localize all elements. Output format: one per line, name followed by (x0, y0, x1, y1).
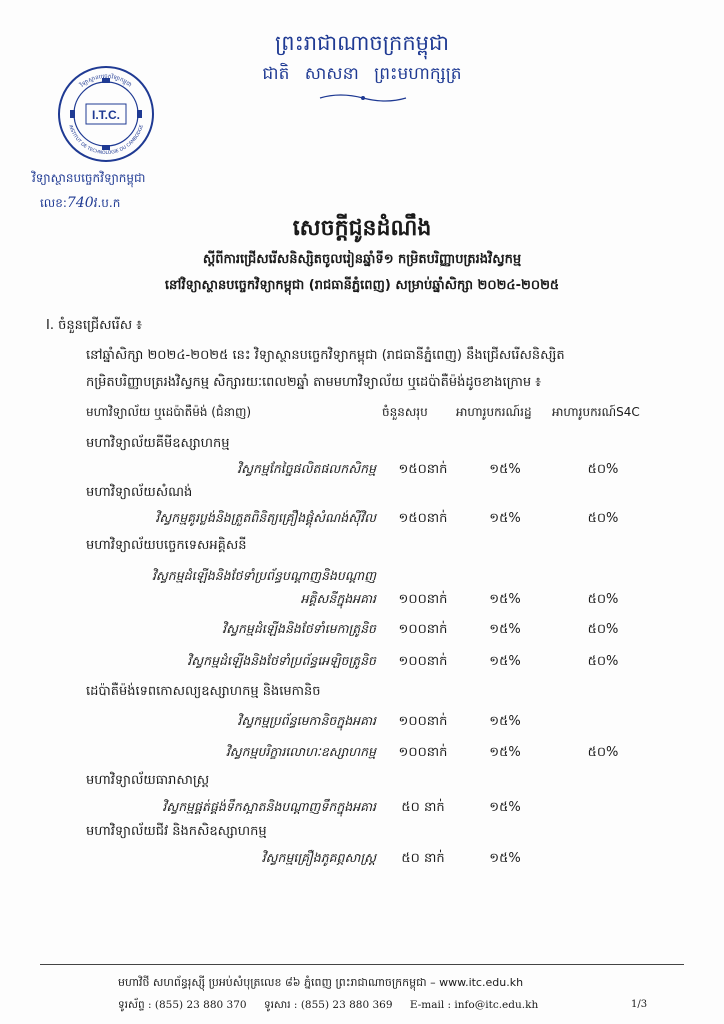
subject-line-2: នៅវិទ្យាស្ថានបច្ចេកវិទ្យាកម្ពុជា (រាជធានីភ្នំពេញ) សម្រាប់ឆ្នាំសិក្សា ២០២៤-២០២៥ (164, 278, 560, 293)
logo-ring-top: វិទ្យាស្ថានបច្ចេកវិទ្យាកម្ពុជា (79, 73, 133, 89)
footer-fax: (855) 23 880 369 (300, 999, 393, 1011)
faculty-name: មហាវិទ្យាល័យជីវ និងកសិឧស្សាហកម្ម (86, 824, 267, 839)
footer-phone: (855) 23 880 370 (154, 999, 247, 1011)
faculty-name: មហាវិទ្យាល័យគីមីឧស្សាហកម្ម (86, 436, 230, 451)
program-s4c: ៥០% (587, 622, 619, 637)
program-name: វិស្វកម្មកែច្នៃផលិតផលកសិកម្ម (237, 461, 376, 476)
program-s4c: ៥០% (587, 511, 619, 526)
faculty-name: ដេប៉ាតឺម៉ង់ទេពកោសល្យឧស្សាហកម្ម និងមេកានិច (86, 684, 321, 699)
footer-email: E-mail : info@itc.edu.kh (409, 999, 539, 1011)
program-name: វិស្វកម្មដំឡើងនិងថែទាំប្រព័ន្ធបណ្ដាញនិងបណ្ដាញ (151, 568, 376, 583)
intro-line-1: នៅឆ្នាំសិក្សា ២០២៤-២០២៥ នេះ វិទ្យាស្ថានបច្ចេកវិទ្យាកម្ពុជា (រាជធានីភ្នំពេញ) នឹងជ្រើសរើសនិស្សិត (86, 348, 565, 363)
header-s4c-scholarship: អាហារូបករណ៍S4C (552, 405, 640, 419)
ref-suffix: វ.ប.ក (93, 196, 121, 210)
page-number: 1/3 (631, 999, 648, 1010)
program-total: ១០០នាក់ (398, 592, 448, 607)
faculty-name: មហាវិទ្យាល័យធារាសាស្ត្រ (86, 773, 210, 788)
program-name: វិស្វកម្មផ្គត់ផ្គង់ទឹកស្អាតនិងបណ្ដាញទឹកក្នុងអគារ (162, 799, 376, 814)
program-name: វិស្វកម្មប្រព័ន្ធមេកានិចក្នុងអគារ (237, 713, 376, 728)
motto-king: ព្រះមហាក្សត្រ (374, 64, 462, 84)
program-total: ៥០ នាក់ (401, 851, 445, 866)
faculty-name: មហាវិទ្យាល័យសំណង់ (86, 485, 193, 500)
section-heading: I. ចំនួនជ្រើសរើស ៖ (46, 318, 142, 333)
program-total: ១០០នាក់ (398, 745, 448, 760)
program-national: ១៥% (489, 851, 521, 866)
program-national: ១៥% (489, 654, 521, 669)
reference-number (40, 195, 120, 213)
motto-religion: សាសនា (304, 64, 359, 84)
program-national: ១៥% (489, 511, 521, 526)
program-name: វិស្វកម្មគូរប្លង់និងត្រួតពិនិត្យគ្រឿងផ្គុំសំណង់ស៊ីវិល (155, 510, 376, 525)
header-faculty: មហាវិទ្យាល័យ ឬដេប៉ាតឺម៉ង់ (ជំនាញ) (86, 405, 252, 419)
header-total: ចំនួនសរុប (382, 405, 428, 419)
program-national: ១៥% (489, 592, 521, 607)
program-national: ១៥% (489, 745, 521, 760)
program-total: ១៥០នាក់ (398, 511, 448, 526)
program-national: ១៥% (489, 714, 521, 729)
intro-line-2: កម្រិតបរិញ្ញាបត្ររងវិស្វកម្ម សិក្សារយៈពេល២ឆ្នាំ តាមមហាវិទ្យាល័យ ឬដេប៉ាតឺម៉ង់ដូចខាងក្រោម ៖ (86, 375, 541, 390)
program-name: វិស្វកម្មដំឡើងនិងថែទាំប្រព័ន្ធអេឡិចត្រូនិច (187, 653, 376, 668)
header-ornament (318, 92, 408, 104)
footer-divider (40, 964, 684, 965)
program-name: វិស្វកម្មបរិក្ខារលោហៈឧស្សាហកម្ម (225, 744, 376, 759)
program-national: ១៥% (489, 462, 521, 477)
itc-logo (56, 64, 156, 164)
kingdom-heading: ព្រះរាជាណាចក្រកម្ពុជា (274, 31, 449, 55)
footer-contacts (118, 999, 538, 1014)
program-total: ១៥០នាក់ (398, 462, 448, 477)
program-national: ១៥% (489, 622, 521, 637)
program-name: វិស្វកម្មដំឡើងនិងថែទាំមេកាត្រូនិច (222, 621, 376, 636)
footer-address: មហាវិថី សហព័ន្ធរុស្ស៊ី ប្រអប់សំបុត្រលេខ ៨៦ ភ្នំពេញ ព្រះរាជាណាចក្រកម្ពុជា – www.itc.edu.kh (118, 976, 524, 989)
program-total: ៥០ នាក់ (401, 800, 445, 815)
program-total: ១០០នាក់ (398, 654, 448, 669)
institution-name: វិទ្យាស្ថានបច្ចេកវិទ្យាកម្ពុជា (32, 171, 146, 185)
footer-fax-label: ទូរសារ : (263, 999, 298, 1011)
faculty-name: មហាវិទ្យាល័យបច្ចេកទេសអគ្គិសនី (86, 538, 247, 553)
program-s4c: ៥០% (587, 462, 619, 477)
program-s4c: ៥០% (587, 745, 619, 760)
ref-number: 740 (66, 195, 94, 211)
motto-nation: ជាតិ (262, 64, 290, 84)
program-national: ១៥% (489, 800, 521, 815)
logo-ring-bottom: INSTITUT DE TECHNOLOGIE DU CAMBODGE (67, 124, 145, 157)
program-name-cont: អគ្គិសនីក្នុងអគារ (300, 591, 376, 606)
logo-text: I.T.C. (91, 108, 121, 122)
program-name: វិស្វកម្មគ្រឿងភូគព្ភសាស្ត្រ (261, 850, 376, 865)
program-s4c: ៥០% (587, 592, 619, 607)
program-total: ១០០នាក់ (398, 714, 448, 729)
program-s4c: ៥០% (587, 654, 619, 669)
ref-prefix: លេខ: (40, 196, 67, 210)
footer-phone-label: ទូរស័ព្ទ : (118, 999, 152, 1011)
subject-line-1: ស្ដីពីការជ្រើសរើសនិស្សិតចូលរៀនឆ្នាំទី១ កម្រិតបរិញ្ញាបត្ររងវិស្វកម្ម (202, 252, 522, 267)
document-title: សេចក្ដីជូនដំណឹង (292, 216, 432, 241)
program-total: ១០០នាក់ (398, 622, 448, 637)
header-national-scholarship: អាហារូបករណ៍រដ្ឋ (456, 405, 532, 419)
